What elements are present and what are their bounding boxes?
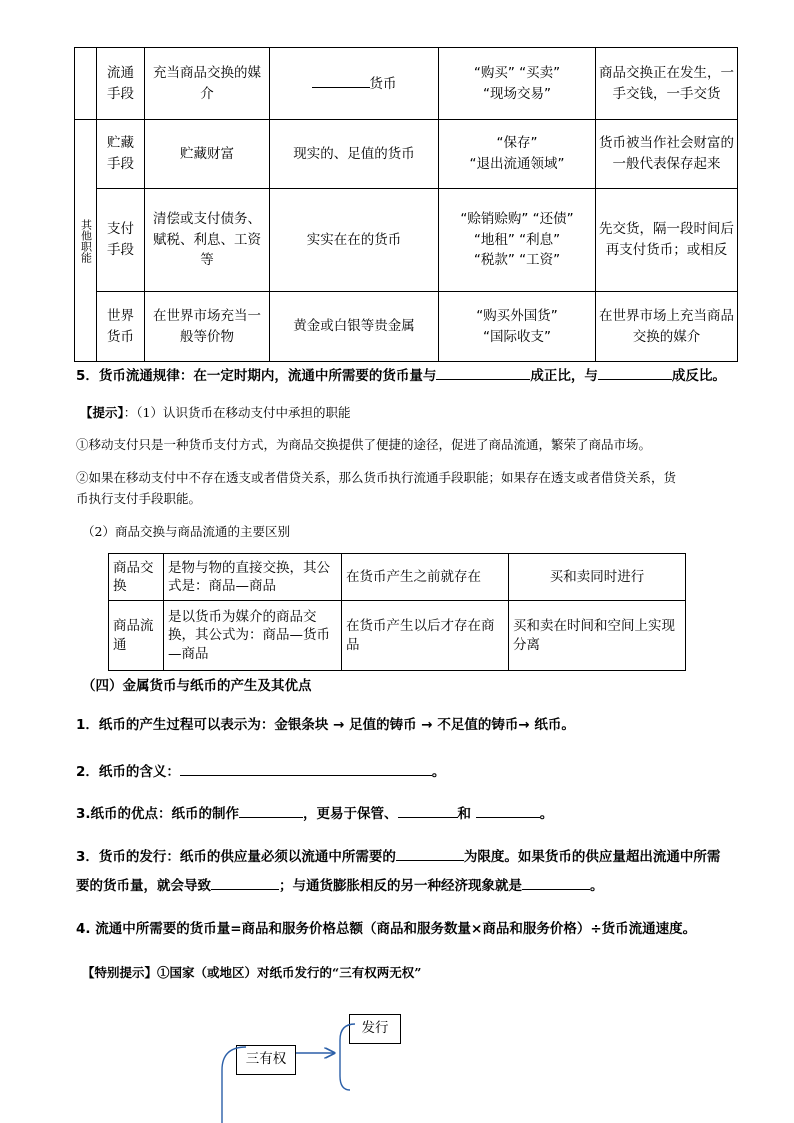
function-name-line1: 贮藏 (107, 135, 134, 152)
function-name-line2: 手段 (107, 156, 134, 172)
meaning-suffix: 。 (431, 764, 446, 780)
tip-heading (80, 403, 350, 421)
advantages-mid1: ，更易于保管、 (303, 806, 398, 822)
term-cell: 商品交换 (109, 554, 164, 601)
function-name-line1: 流通 (107, 64, 134, 81)
paper-money-advantages (76, 802, 553, 822)
group-label-cell (75, 120, 97, 362)
feature-cell: 买和卖在时间和空间上实现分离 (509, 601, 686, 671)
law-mid: 成正比，与 (530, 368, 598, 384)
fill-blank (398, 803, 458, 818)
table-row (75, 120, 738, 189)
law-suffix: 成反比。 (671, 368, 726, 384)
section-title: （四）金属货币与纸币的产生及其优点 (82, 678, 312, 694)
fill-blank (180, 761, 432, 776)
fill-blank (476, 803, 540, 818)
diagram-connectors (210, 1010, 360, 1123)
issuance-mid: 为限度。如果货币的供应量超出流通中所需 (463, 849, 721, 865)
table-cell (75, 48, 97, 120)
money-type-suffix: 货币 (369, 75, 397, 92)
table-row (109, 554, 686, 601)
money-issuance-line1 (76, 845, 720, 865)
fill-blank (239, 803, 303, 818)
feature-cell: 先交货，隔一段时间后再支付货币；或相反 (596, 189, 738, 292)
right-bracket (340, 1024, 355, 1090)
fill-blank (598, 365, 672, 380)
money-functions-table (74, 47, 738, 362)
function-name-line2: 手段 (107, 242, 134, 258)
issuance-l2-suffix: 。 (590, 878, 604, 894)
keyword-text: “购买” “买卖” (473, 64, 561, 81)
keyword-cell (439, 189, 596, 292)
law-prefix: 5．货币流通规律：在一定时期内，流通中所需要的货币量与 (76, 368, 437, 384)
issuance-l2-prefix: 要的货币量，就会导致 (76, 878, 211, 894)
table-row (109, 601, 686, 671)
left-bracket (222, 1047, 246, 1123)
feature-cell: 在世界市场上充当商品交换的媒介 (596, 292, 738, 362)
function-name-cell (97, 189, 145, 292)
fill-blank (211, 875, 279, 890)
money-type-cell: 黄金或白银等贵金属 (270, 292, 439, 362)
money-type-cell: 实实在在的货币 (270, 189, 439, 292)
advantages-prefix: 3.纸币的优点：纸币的制作 (76, 806, 240, 822)
function-desc-cell: 贮藏财富 (145, 120, 270, 189)
meaning-prefix: 2．纸币的含义： (76, 764, 180, 780)
advantages-mid2: 和 (457, 806, 472, 822)
money-demand-formula: 4. 流通中所需要的货币量=商品和服务价格总额（商品和服务数量×商品和服务价格）÷货币流通速度。 (76, 921, 697, 937)
fill-blank (312, 73, 370, 88)
function-name-line2: 货币 (107, 328, 134, 345)
definition-cell: 是以货币为媒介的商品交换，其公式为：商品—货币—商品 (164, 601, 342, 671)
feature-cell: 商品交换正在发生，一手交钱，一手交货 (596, 48, 738, 120)
exchange-vs-circulation-table (108, 553, 686, 671)
advantages-suffix: 。 (539, 806, 554, 822)
table-row (75, 292, 738, 362)
special-tip (82, 963, 421, 981)
function-name-line1: 世界 (107, 307, 134, 324)
function-name-cell (97, 48, 145, 120)
keyword-text: “国际收支” (483, 328, 551, 345)
tip-subheading-2: （2）商品交换与商品流通的主要区别 (82, 524, 290, 539)
keyword-text: “税款” “工资” (473, 252, 561, 269)
tip-paragraph-1: ①移动支付只是一种货币支付方式，为商品交换提供了便捷的途径，促进了商品流通，繁荣了商品市场。 (76, 437, 652, 452)
feature-cell: 买和卖同时进行 (509, 554, 686, 601)
fill-blank (436, 365, 530, 380)
special-tip-text: ①国家（或地区）对纸币发行的“三有权两无权” (157, 965, 422, 980)
paper-money-process: 1．纸币的产生过程可以表示为：金银条块 → 足值的铸币 → 不足值的铸币→ 纸币。 (76, 717, 575, 733)
special-tip-label: 【特别提示】 (82, 965, 158, 980)
keyword-cell (439, 292, 596, 362)
keyword-text: “退出流通领域” (469, 156, 565, 172)
keyword-text: “购买外国货” (476, 307, 558, 324)
function-name-cell (97, 292, 145, 362)
three-rights-box: 三有权 (236, 1045, 296, 1075)
function-desc-cell: 在世界市场充当一般等价物 (145, 292, 270, 362)
term-cell: 商品流通 (109, 601, 164, 671)
money-type-cell (270, 48, 439, 120)
money-issuance-line2 (76, 874, 604, 894)
function-name-cell (97, 120, 145, 189)
table-row (75, 48, 738, 120)
time-cell: 在货币产生以后才存在商品 (342, 601, 509, 671)
keyword-text: “赊销赊购” “还债” (460, 210, 574, 227)
feature-cell: 货币被当作社会财富的一般代表保存起来 (596, 120, 738, 189)
function-name-line2: 手段 (107, 85, 134, 102)
time-cell: 在货币产生之前就存在 (342, 554, 509, 601)
money-type-cell: 现实的、足值的货币 (270, 120, 439, 189)
tip-paragraph-2b: 币执行支付手段职能。 (76, 491, 202, 506)
function-desc-cell: 清偿或支付债务、赋税、利息、工资等 (145, 189, 270, 292)
issue-box: 发行 (349, 1014, 401, 1044)
definition-cell: 是物与物的直接交换，其公式是：商品—商品 (164, 554, 342, 601)
money-circulation-law (76, 364, 726, 384)
tip-label: 【提示】 (80, 405, 124, 420)
issuance-prefix: 3．货币的发行：纸币的供应量必须以流通中所需要的 (76, 849, 396, 865)
issuance-l2-mid: ；与通货膨胀相反的另一种经济现象就是 (279, 878, 522, 894)
keyword-text: “地租” “利息” (473, 231, 561, 248)
table-row (75, 189, 738, 292)
tip-line1: ：（1）认识货币在移动支付中承担的职能 (123, 405, 351, 420)
tip-paragraph-2a: ②如果在移动支付中不存在透支或者借贷关系，那么货币执行流通手段职能；如果存在透支或者借贷关系，货 (76, 470, 677, 485)
keyword-text: “现场交易” (483, 85, 551, 102)
group-label: 其他职能 (79, 218, 93, 263)
function-name-line1: 支付 (107, 221, 134, 238)
paper-money-meaning (76, 760, 445, 780)
keyword-text: “保存” (496, 135, 538, 152)
keyword-cell (439, 48, 596, 120)
fill-blank (522, 875, 590, 890)
fill-blank (396, 846, 464, 861)
keyword-cell (439, 120, 596, 189)
function-desc-cell: 充当商品交换的媒介 (145, 48, 270, 120)
